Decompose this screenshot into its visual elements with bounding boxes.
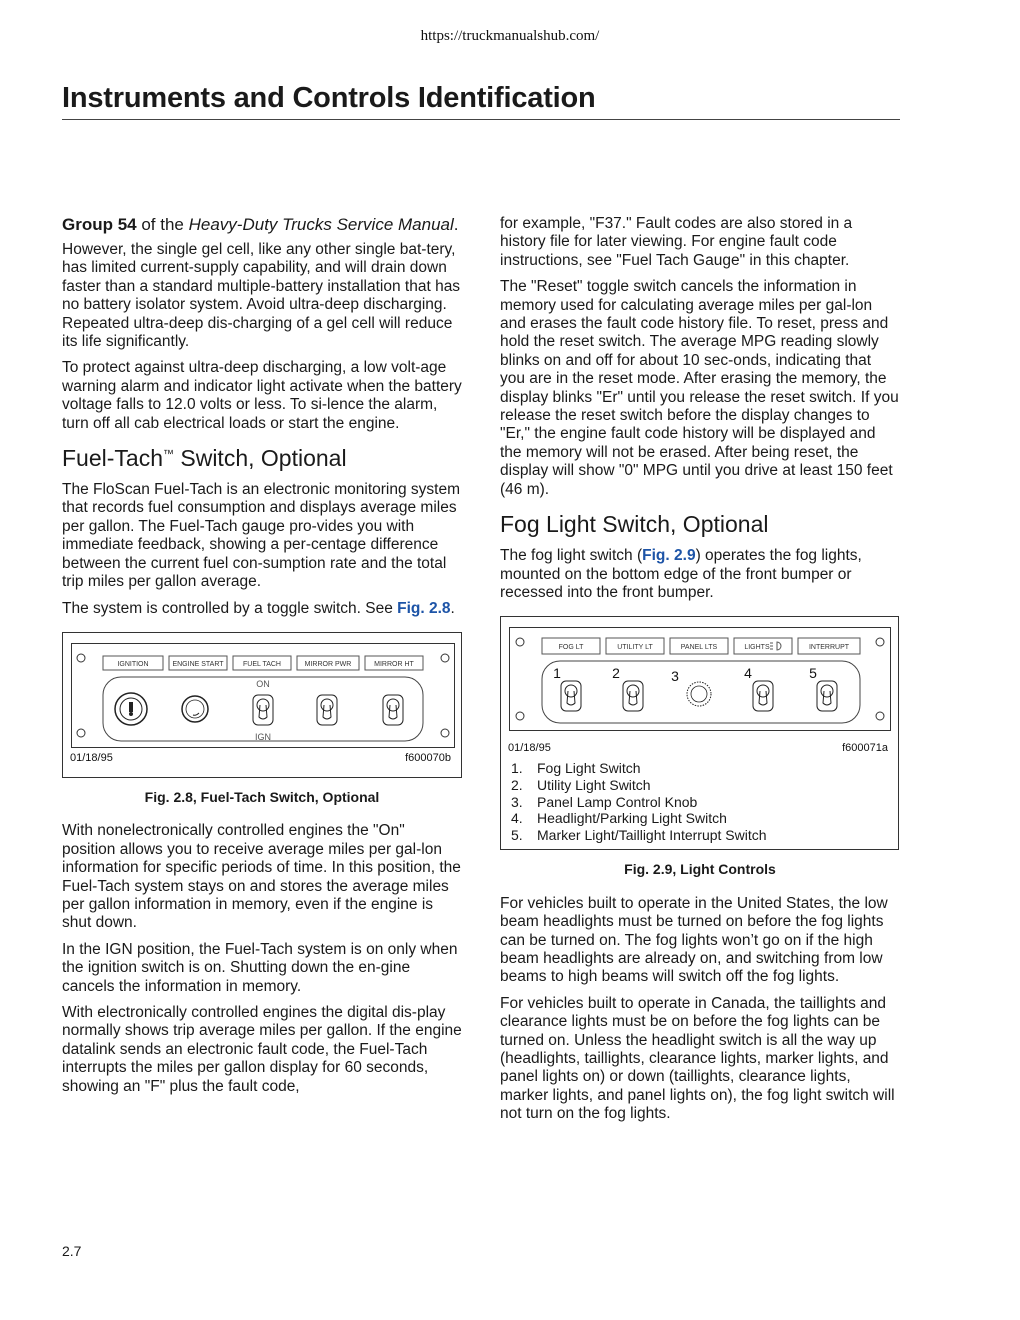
fuel-tach-toggle-switch bbox=[253, 695, 273, 725]
legend-text: Fog Light Switch bbox=[537, 760, 641, 777]
legend-item bbox=[511, 794, 767, 811]
fuel-tach-on-label: ON bbox=[256, 678, 270, 689]
figure-2-8 bbox=[62, 632, 462, 778]
fog-light-toggle-switch bbox=[561, 681, 581, 711]
marker-taillight-interrupt-toggle-switch bbox=[817, 681, 837, 711]
legend-item bbox=[511, 777, 767, 794]
paragraph-nonelectronic: With nonelectronically controlled engines the "On" position allows you to receive average miles per gal-lon information for specific periods of time. In this position, the Fuel-Tach system stays on and stores the average miles per gallon information in memory, even if the engine is shut down. bbox=[62, 822, 461, 932]
source-url: https://truckmanualshub.com/ bbox=[420, 28, 600, 44]
panel-label-mirror-pwr: MIRROR PWR bbox=[304, 660, 352, 668]
intro-end: . bbox=[453, 215, 459, 234]
legend-number: 5. bbox=[511, 826, 523, 843]
page-number: 2.7 bbox=[62, 1243, 82, 1259]
intro-paragraph bbox=[62, 215, 462, 235]
panel-label-ignition: IGNITION bbox=[117, 660, 149, 668]
paragraph-gel-cell: However, the single gel cell, like any other single bat-tery, has limited current-supply capability, and will drain down faster than a standard multiple-battery installation that has no battery isolator system. Avoid ultra-deep discharging. Repeated ultra-deep dis-charging of a gel cell will reduce its life significantly. bbox=[62, 241, 461, 351]
figure-2-8-date: 01/18/95 bbox=[70, 751, 113, 764]
headlight-beam-icon bbox=[770, 643, 773, 649]
figure-2-9-date: 01/18/95 bbox=[508, 742, 551, 755]
paragraph-fault-codes: for example, "F37." Fault codes are also stored in a history file for later viewing. For engine fault code instructions, see "Fuel Tach Gauge" in this chapter. bbox=[500, 215, 853, 269]
heading-fog-light: Fog Light Switch, Optional bbox=[500, 511, 769, 538]
paragraph-reset-switch: The "Reset" toggle switch cancels the information in memory used for calculating average miles per gal-lon and erases the fault code history file. To reset, press and hold the reset switch. The average MPG reading slowly blinks on and off for about 10 sec-onds, indicating that you are in the reset mode. After erasing the memory, the display blinks "Er" until you release the reset switch. If you release the reset switch before the display changes to "Er," the engine fault code history will be displayed and the memory will not be erased. After being reset, the display will show "0" MPG until you drive at least 150 feet (46 m). bbox=[500, 278, 899, 498]
intro-text: of the bbox=[136, 215, 189, 234]
trademark-mark: ™ bbox=[162, 448, 174, 461]
heading-fuel-tach bbox=[62, 445, 462, 471]
heading-fuel-tach-rest: Switch, Optional bbox=[173, 445, 347, 472]
mirror-ht-toggle-switch bbox=[383, 695, 403, 725]
headlight-symbol-icon bbox=[777, 642, 781, 650]
figure-2-9-legend bbox=[511, 760, 767, 843]
figure-2-8-code: f600070b bbox=[405, 751, 451, 764]
fuel-tach-panel-illustration bbox=[71, 643, 455, 748]
callout-number-2: 2 bbox=[612, 665, 620, 682]
light-controls-panel-illustration bbox=[509, 627, 891, 731]
callout-number-1: 1 bbox=[553, 665, 561, 682]
legend-text: Marker Light/Taillight Interrupt Switch bbox=[537, 826, 767, 843]
legend-number: 3. bbox=[511, 793, 523, 810]
heading-fuel-tach-main: Fuel-Tach bbox=[62, 445, 163, 472]
manual-title: Heavy-Duty Trucks Service Manual bbox=[188, 215, 454, 234]
panel-label-utility-lt: UTILITY LT bbox=[617, 644, 653, 652]
paragraph-toggle-end: . bbox=[450, 599, 455, 617]
figure-2-9-code: f600071a bbox=[842, 742, 888, 755]
panel-label-engine-start: ENGINE START bbox=[172, 660, 224, 668]
utility-light-toggle-switch bbox=[623, 681, 643, 711]
paragraph-fog-light bbox=[500, 547, 900, 602]
legend-item bbox=[511, 760, 767, 777]
figure-2-9 bbox=[500, 616, 899, 850]
legend-text: Headlight/Parking Light Switch bbox=[537, 810, 727, 827]
page-title: Instruments and Controls Identification bbox=[62, 82, 596, 114]
paragraph-low-voltage: To protect against ultra-deep discharging, a low volt-age warning alarm and indicator light activate when the battery voltage falls to 12.0 volts or less. To si-lence the alarm, turn off all cab electrical loads or start the engine. bbox=[62, 359, 462, 432]
callout-number-5: 5 bbox=[809, 665, 817, 682]
paragraph-electronic: With electronically controlled engines the digital dis-play normally shows trip average miles per gallon. If the engine datalink sends an electronic fault code, the Fuel-Tach interrupts the miles per gallon display for 60 seconds, showing an "F" plus the fault code, bbox=[62, 1003, 462, 1095]
paragraph-floscan: The FloScan Fuel-Tach is an electronic monitoring system that records fuel consumption and displays average miles per gallon. The Fuel-Tach gauge pro-vides you with immediate feedback, showing a per-centage difference between the current fuel con-sumption rate and the total trip miles per gallon average. bbox=[62, 481, 460, 591]
headlight-parking-toggle-switch bbox=[753, 681, 773, 711]
legend-number: 1. bbox=[511, 760, 523, 777]
panel-label-lights: LIGHTS bbox=[744, 644, 770, 652]
figure-2-9-caption: Fig. 2.9, Light Controls bbox=[624, 861, 776, 878]
paragraph-us-vehicles: For vehicles built to operate in the United States, the low beam headlights must be turned on before the fog lights can be turned on. The fog lights won’t go on if the high beam headlights are already on, and switching from low beams to high beams will switch off the fog lights. bbox=[500, 894, 888, 986]
fuel-tach-ign-label: IGN bbox=[254, 731, 272, 742]
legend-text: Utility Light Switch bbox=[537, 776, 651, 793]
panel-label-fuel-tach: FUEL TACH bbox=[243, 660, 281, 668]
panel-label-fog-lt: FOG LT bbox=[558, 644, 584, 652]
ignition-key-switch bbox=[115, 693, 147, 725]
callout-number-4: 4 bbox=[744, 665, 752, 682]
fig-2-9-link[interactable]: Fig. 2.9 bbox=[642, 547, 696, 565]
paragraph-fog-light-post: ) operates the fog lights, mounted on the bottom edge of the front bumper or recessed into the front bumper. bbox=[500, 547, 862, 601]
paragraph-toggle-text: The system is controlled by a toggle switch. See bbox=[62, 599, 398, 617]
right-column bbox=[500, 215, 900, 1132]
figure-2-8-caption: Fig. 2.8, Fuel-Tach Switch, Optional bbox=[144, 788, 380, 805]
legend-item bbox=[511, 810, 767, 827]
callout-number-3: 3 bbox=[671, 668, 679, 685]
legend-item bbox=[511, 827, 767, 844]
paragraph-toggle bbox=[62, 600, 462, 618]
paragraph-fog-light-pre: The fog light switch ( bbox=[500, 547, 643, 565]
engine-start-button bbox=[182, 696, 208, 722]
panel-label-mirror-ht: MIRROR HT bbox=[374, 660, 414, 668]
panel-label-interrupt: INTERRUPT bbox=[808, 644, 850, 652]
left-column bbox=[62, 215, 462, 1104]
legend-text: Panel Lamp Control Knob bbox=[537, 793, 698, 810]
panel-lamp-control-knob bbox=[687, 682, 711, 706]
title-rule bbox=[62, 119, 900, 120]
fig-2-8-link[interactable]: Fig. 2.8 bbox=[397, 599, 451, 617]
legend-number: 2. bbox=[511, 776, 523, 793]
mirror-pwr-toggle-switch bbox=[317, 695, 337, 725]
legend-number: 4. bbox=[511, 810, 523, 827]
panel-label-panel-lts: PANEL LTS bbox=[680, 644, 718, 652]
paragraph-ign-position: In the IGN position, the Fuel-Tach system is on only when the ignition switch is on. Shutting down the en-gine cancels the information in memory. bbox=[62, 940, 458, 995]
group-reference: Group 54 bbox=[62, 215, 137, 234]
paragraph-canada-vehicles: For vehicles built to operate in Canada, the taillights and clearance lights must be on before the fog lights can be turned on. Unless the headlight switch is all the way up (headlights, taillights, clearance lights, marker lights, and panel lights on) or down (taillights, clearance lights, marker lights, and panel lights on), the fog light switch will not turn on the fog lights. bbox=[500, 994, 895, 1123]
